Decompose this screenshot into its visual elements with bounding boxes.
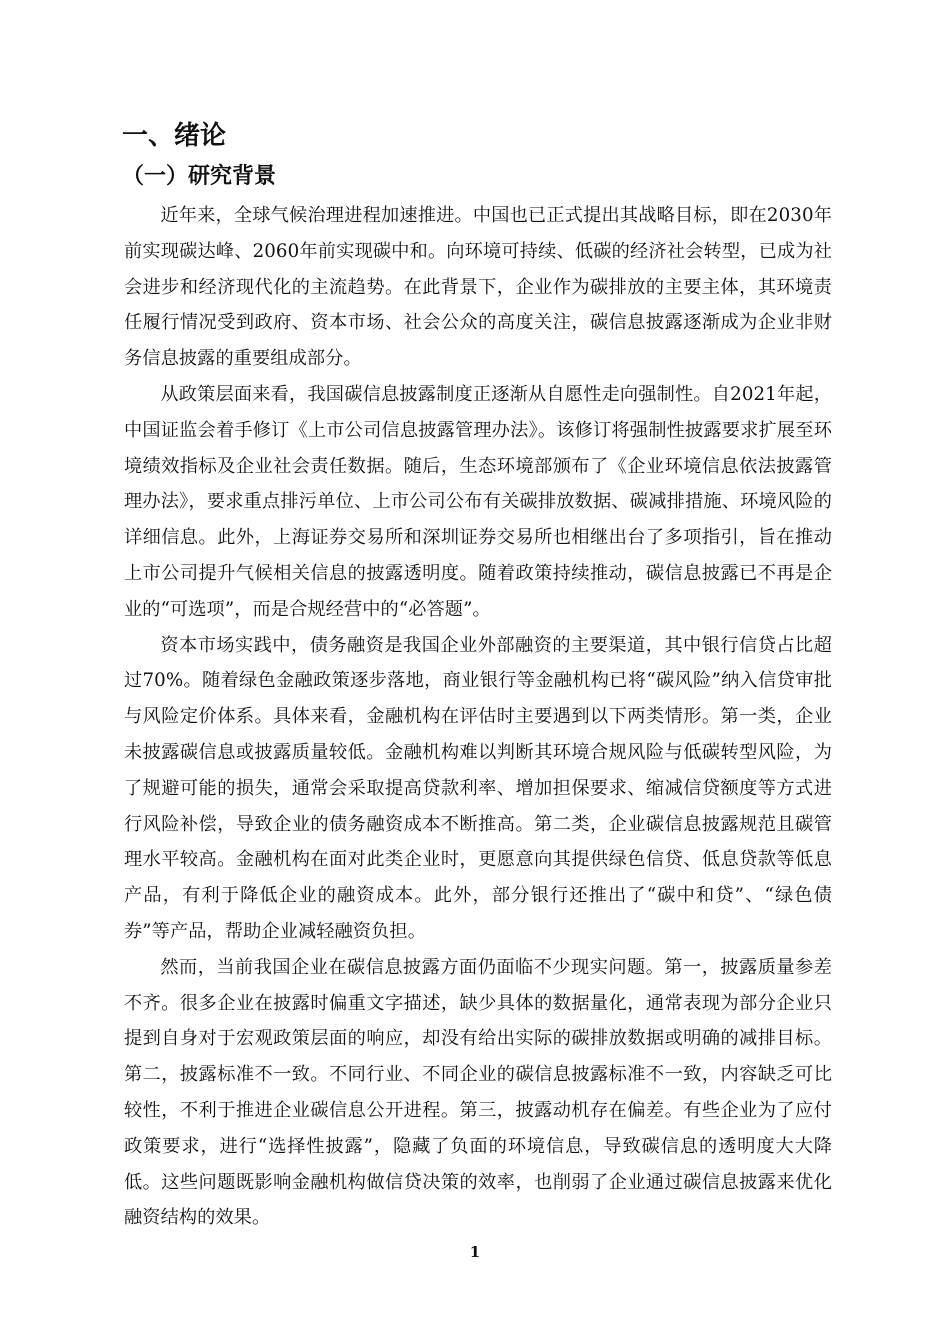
section-title: （一）研究背景 xyxy=(122,164,277,189)
chapter-title: 一、绪论 xyxy=(122,121,227,151)
paragraph-background: 近年来，全球气候治理进程加速推进。中国也已正式提出其战略目标，即在2030年前实现碳达峰、2060年前实现碳中和。向环境可持续、低碳的经济社会转型，已成为社会进步和经济现代化的主流趋势。在此背景下，企业作为碳排放的主要主体，其环境责任履行情况受到政府、资本市场、社会公众的高度关注，碳信息披露逐渐成为企业非财务信息披露的重要组成部分。 xyxy=(124,205,832,370)
paragraph-policy: 从政策层面来看，我国碳信息披露制度正逐渐从自愿性走向强制性。自2021年起，中国证监会着手修订《上市公司信息披露管理办法》。该修订将强制性披露要求扩展至环境绩效指标及企业社会责任数据。随后，生态环境部颁布了《企业环境信息依法披露管理办法》，要求重点排污单位、上市公司公布有关碳排放数据、碳减排措施、环境风险的详细信息。此外，上海证券交易所和深圳证券交易所也相继出台了多项指引，旨在推动上市公司提升气候相关信息的披露透明度。随着政策持续推动，碳信息披露已不再是企业的“可选项”，而是合规经营中的“必答题”。 xyxy=(124,383,832,620)
paragraph-capital-market: 资本市场实践中，债务融资是我国企业外部融资的主要渠道，其中银行信贷占比超过70%。随着绿色金融政策逐步落地，商业银行等金融机构已将“碳风险”纳入信贷审批与风险定价体系。具体来看，金融机构在评估时主要遇到以下两类情形。第一类，企业未披露碳信息或披露质量较低。金融机构难以判断其环境合规风险与低碳转型风险，为了规避可能的损失，通常会采取提高贷款利率、增加担保要求、缩减信贷额度等方式进行风险补偿，导致企业的债务融资成本不断推高。第二类，企业碳信息披露规范且碳管理水平较高。金融机构在面对此类企业时，更愿意向其提供绿色信贷、低息贷款等低息产品，有利于降低企业的融资成本。此外，部分银行还推出了“碳中和贷”、“绿色债券”等产品，帮助企业减轻融资负担。 xyxy=(124,634,832,942)
paragraph-problems: 然而，当前我国企业在碳信息披露方面仍面临不少现实问题。第一，披露质量参差不齐。很多企业在披露时偏重文字描述，缺少具体的数据量化，通常表现为部分企业只提到自身对于宏观政策层面的响应，却没有给出实际的碳排放数据或明确的减排目标。第二，披露标准不一致。不同行业、不同企业的碳信息披露标准不一致，内容缺乏可比较性，不利于推进企业碳信息公开进程。第三，披露动机存在偏差。有些企业为了应付政策要求，进行“选择性披露”，隐藏了负面的环境信息，导致碳信息的透明度大大降低。这些问题既影响金融机构做信贷决策的效率，也削弱了企业通过碳信息披露来优化融资结构的效果。 xyxy=(124,956,832,1229)
body-text xyxy=(124,198,832,1236)
page-number: 1 xyxy=(469,1243,481,1261)
